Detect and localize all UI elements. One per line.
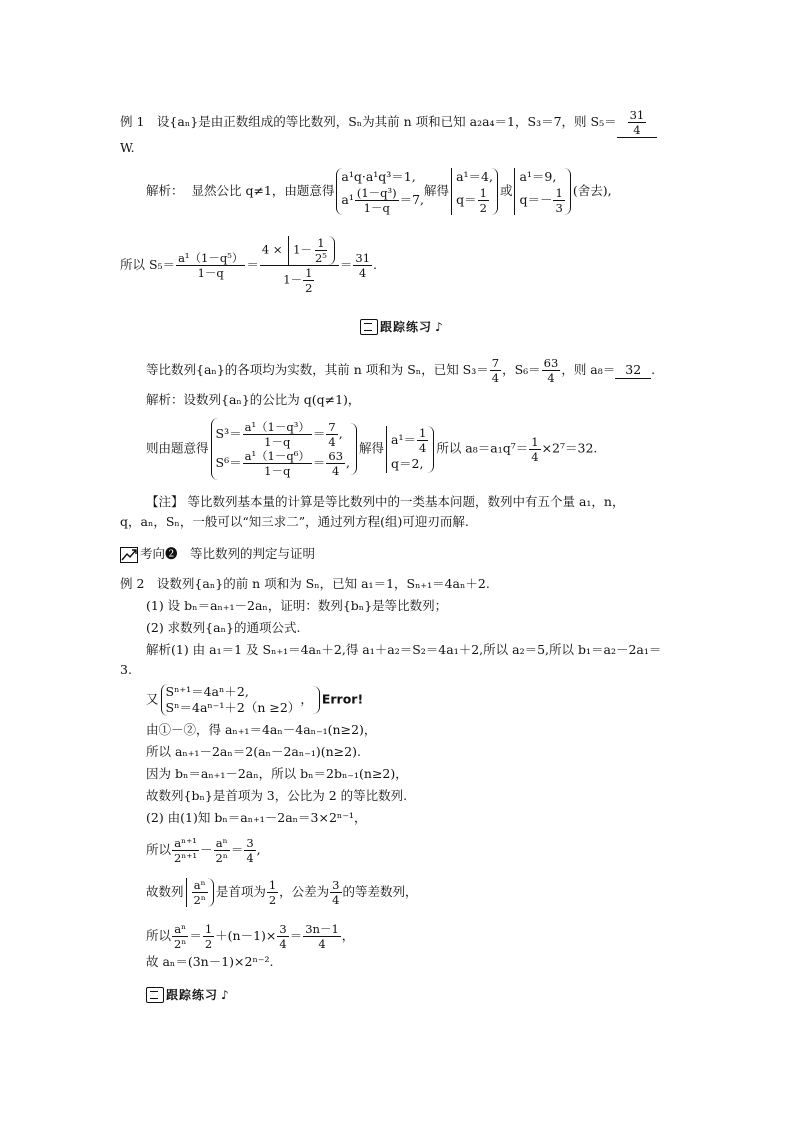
p1-solution1: 解析：设数列{aₙ}的公比为 q(q≠1)，	[146, 392, 361, 407]
music-note-icon: ♪	[221, 987, 229, 1002]
p1-s6-fraction: $\frac{63}{4}$	[543, 356, 559, 385]
ex2-s9-fraction4: $\frac{3n-1}{4}$	[305, 922, 339, 951]
ex1-line2: W.	[120, 140, 135, 155]
trend-icon	[120, 547, 138, 563]
ex1-system-brace: a¹q·a¹q³＝1, a¹ $\frac{\text{(1－q³)}}{1-q}$ ＝7,	[336, 168, 424, 215]
ex1-solution: 解析： 显然公比 q≠1，由题意得 a¹q·a¹q³＝1, a¹ $\frac{\text{(1－q³)}}{1-q}$ ＝7, 解得 a¹＝4, q＝ $\frac{1}{2}$ 或 a¹＝9, q＝－ $\frac{1}{3}$ (舍去),	[146, 169, 612, 215]
ex2-s1b: 3.	[120, 662, 132, 677]
ex1-r1-q-fraction: $\frac{1}{2}$	[479, 186, 487, 215]
p1-answer-blank: 32	[615, 362, 651, 379]
ex1-inner-fraction: $\frac{1}{\text{2⁵}}$	[314, 236, 327, 265]
ex2-s8-fraction: $\frac{\text{aⁿ}}{\text{2ⁿ}}$	[193, 878, 206, 907]
ex1-paren: 1－ $\frac{1}{\text{2⁵}}$	[288, 236, 335, 265]
music-note-icon: ♪	[435, 319, 443, 334]
ex1-sum: 所以 S₅＝ $\frac{\text{a¹（1－q⁵）}}{1-q}$ ＝ 4 × 1－ $\frac{1}{\text{2⁵}}$ 1－ $\frac{1}{2}$ ＝ $\frac{31}{4}$ .	[120, 236, 378, 295]
ex2-s9-fraction2: $\frac{1}{2}$	[204, 922, 213, 951]
note-line1: 【注】 等比数列基本量的计算是等比数列中的一类基本问题，数列中有五个量 a₁，n，	[146, 494, 625, 509]
p1-question: 等比数列{aₙ}的各项均为实数，其前 n 项和为 Sₙ，已知 S₃＝ $\frac{7}{4}$ ，S₆＝ $\frac{63}{4}$ ，则 a₈＝ 32 .	[146, 356, 656, 385]
p1-sysB-fraction: $\frac{\text{a¹（1－q⁶）}}{1-q}$	[244, 449, 310, 478]
ex2-s7: 所以 $\frac{\text{aⁿ⁺¹}}{\text{2ⁿ⁺¹}}$ － $\frac{\text{aⁿ}}{\text{2ⁿ}}$ ＝ $\frac{3}{4}$ ,	[146, 836, 261, 865]
ex2-q2: (2) 求数列{aₙ}的通项公式.	[146, 620, 301, 635]
ex1-sum-fraction2: 4 × 1－ $\frac{1}{\text{2⁵}}$ 1－ $\frac{1}{2}$	[260, 236, 339, 295]
ex2-s8-braces	[186, 878, 214, 907]
ex2-s8-first-term: $\frac{1}{2}$	[268, 878, 277, 907]
ex2-s10: 故 aₙ＝(3n－1)×2ⁿ⁻².	[146, 954, 274, 969]
notebook-icon	[360, 319, 378, 335]
ex2-s7-fraction3: $\frac{3}{4}$	[246, 836, 254, 865]
error-text: Error!	[321, 691, 364, 707]
ex2-s7-fraction1: $\frac{\text{aⁿ⁺¹}}{\text{2ⁿ⁺¹}}$	[174, 836, 197, 865]
ex2-s9-fraction1: $\frac{\text{aⁿ}}{\text{2ⁿ}}$	[174, 922, 187, 951]
ex2-system-brace: Sⁿ⁺¹＝4aⁿ＋2, Sⁿ＝4aⁿ⁻¹＋2（n ≥2）	[161, 684, 301, 716]
p1-result-brace: a¹＝ $\frac{1}{4}$ q＝2,	[386, 426, 434, 473]
ex2-system: 又 Sⁿ⁺¹＝4aⁿ＋2, Sⁿ＝4aⁿ⁻¹＋2（n ≥2） ， Error!	[146, 684, 364, 715]
ex2-s3: 所以 aₙ₊₁－2aₙ＝2(aₙ－2aₙ₋₁)(n≥2).	[146, 744, 361, 759]
ex2-s1: 解析(1) 由 a₁＝1 及 Sₙ₊₁＝4aₙ＋2,得 a₁＋a₂＝S₂＝4a₁＋2,所以 a₂＝5,所以 b₁＝a₂－2a₁＝	[146, 642, 662, 657]
p1-s3-fraction: $\frac{7}{4}$	[491, 356, 500, 385]
p1-system-brace: S³＝ $\frac{\text{a¹（1－q³）}}{1-q}$ ＝ $\frac{7}{4}$ , S⁶＝ $\frac{\text{a¹（1－q⁶）}}{1-q}$ ＝ $\frac{63}{4}$ ,	[211, 418, 350, 480]
ex1-r2-q-fraction: $\frac{1}{3}$	[555, 186, 563, 215]
ex2-q1: (1) 设 bₙ＝aₙ₊₁－2aₙ，证明：数列{bₙ}是等比数列；	[146, 598, 448, 613]
ex1-answer-fraction: $\frac{31}{4}$	[629, 108, 645, 137]
track-practice-badge-2: 跟踪练习 ♪	[146, 986, 229, 1003]
ex2-s2: 由①－②，得 aₙ₊₁＝4aₙ－4aₙ₋₁(n≥2)，	[146, 722, 377, 737]
ex2-s4: 因为 bₙ＝aₙ₊₁－2aₙ，所以 bₙ＝2bₙ₋₁(n≥2)，	[146, 766, 408, 781]
notebook-icon	[146, 987, 164, 1003]
ex2-s9: 所以 $\frac{\text{aⁿ}}{\text{2ⁿ}}$ ＝ $\frac{1}{2}$ ＋(n－1)× $\frac{3}{4}$ ＝ $\frac{3n-1}{4}$ ，	[146, 922, 355, 951]
ex1-result1-brace: a¹＝4, q＝ $\frac{1}{2}$	[451, 168, 498, 215]
ex1-den-fraction: $\frac{1}{2}$	[305, 266, 313, 295]
p1-sysB-rhs: $\frac{63}{4}$	[328, 449, 344, 478]
ex1-sys-fraction: $\frac{\text{(1－q³)}}{1-q}$	[356, 186, 397, 215]
ex2-system-close	[313, 686, 320, 714]
p1-sysA-rhs: $\frac{7}{4}$	[328, 420, 336, 449]
note-line2: q，aₙ，Sₙ，一般可以“知三求二”，通过列方程(组)可迎刃而解.	[120, 514, 469, 529]
ex1-answer-blank	[617, 108, 658, 138]
ex1-sum-result: $\frac{31}{4}$	[355, 251, 371, 280]
ex2-s9-fraction3: $\frac{3}{4}$	[279, 922, 287, 951]
track-practice-badge: 跟踪练习 ♪	[360, 318, 443, 335]
p1-sysA-fraction: $\frac{\text{a¹（1－q³）}}{1-q}$	[244, 420, 310, 449]
ex2-s8: 故数列 $\frac{\text{aⁿ}}{\text{2ⁿ}}$ 是首项为 $\frac{1}{2}$ ，公差为 $\frac{3}{4}$ 的等差数列，	[146, 878, 418, 907]
ex2-s5: 故数列{bₙ}是首项为 3，公比为 2 的等比数列.	[146, 788, 408, 803]
ex2-s6: (2) 由(1)知 bₙ＝aₙ₊₁－2aₙ＝3×2ⁿ⁻¹，	[146, 810, 367, 825]
ex2-line1: 例 2 设数列{aₙ}的前 n 项和为 Sₙ，已知 a₁＝1，Sₙ₊₁＝4aₙ＋2.	[120, 576, 490, 591]
ex2-s8-diff: $\frac{3}{4}$	[332, 878, 340, 907]
p1-resA-fraction: $\frac{1}{4}$	[418, 425, 427, 455]
section-header: 考向❷ 等比数列的判定与证明	[120, 546, 315, 563]
ex2-s7-fraction2: $\frac{\text{aⁿ}}{\text{2ⁿ}}$	[215, 836, 228, 865]
p1-system-close	[350, 423, 357, 475]
p1-tail-fraction: $\frac{1}{4}$	[531, 434, 539, 464]
ex1-sum-fraction1: $\frac{\text{a¹（1－q⁵）}}{1-q}$	[178, 251, 244, 280]
ex1-line1: 例 1 设{aₙ}是由正数组成的等比数列，Sₙ为其前 n 项和已知 a₂a₄＝1，S₃＝7，则 S₅＝ $\frac{31}{4}$	[120, 108, 657, 138]
ex1-result2-brace: a¹＝9, q＝－ $\frac{1}{3}$	[514, 168, 570, 215]
p1-solution2: 则由题意得 S³＝ $\frac{\text{a¹（1－q³）}}{1-q}$ ＝ $\frac{7}{4}$ , S⁶＝ $\frac{\text{a¹（1－q⁶）}}{1-q}$ ＝ $\frac{63}{4}$ , 解得 a¹＝ $\frac{1}{4}$ q＝2, 所以 a₈＝a₁q⁷＝ $\frac{1}{4}$ ×2⁷＝32.	[146, 420, 598, 478]
